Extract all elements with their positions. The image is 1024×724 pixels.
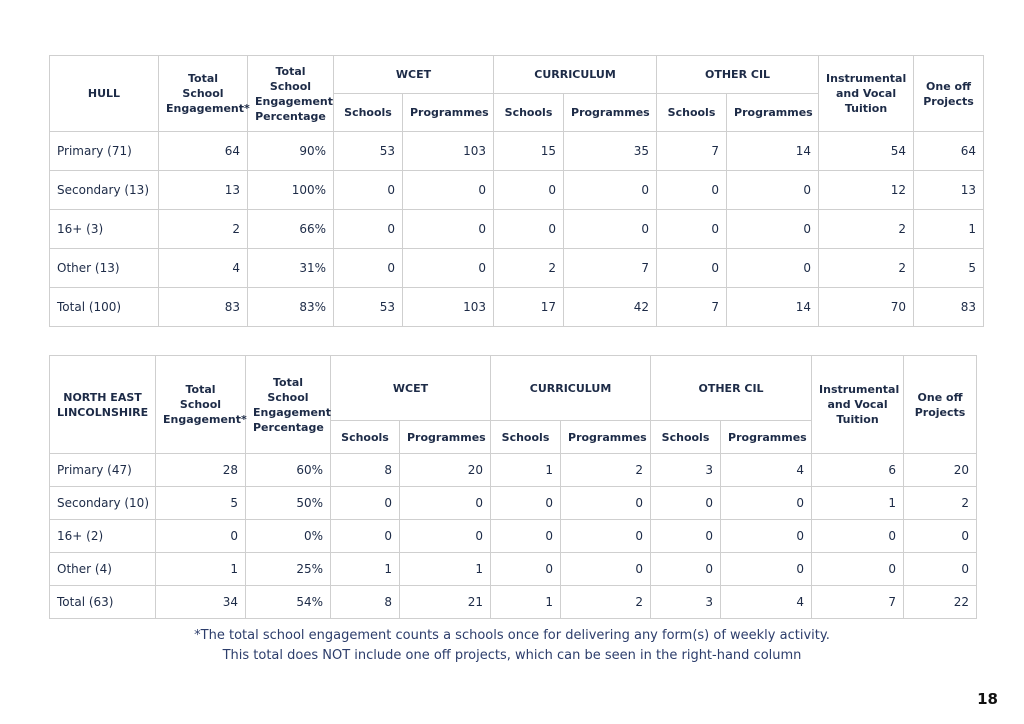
table-row <box>50 249 984 288</box>
table-cell: 7 <box>657 132 727 171</box>
table-cell: 14 <box>727 132 819 171</box>
table-cell: 4 <box>721 586 812 619</box>
footnote <box>0 626 1024 666</box>
table-row <box>50 171 984 210</box>
table-cell: 7 <box>812 586 904 619</box>
table-cell: 0 <box>403 210 494 249</box>
table-row <box>50 553 977 586</box>
table-row <box>50 288 984 327</box>
table-cell: 20 <box>904 454 977 487</box>
region-header: NORTH EAST LINCOLNSHIRE <box>50 356 156 454</box>
wcet-header: WCET <box>334 56 494 94</box>
row-label: 16+ (3) <box>50 210 159 249</box>
wcet-programmes-header: Programmes <box>403 94 494 132</box>
table-row <box>50 487 977 520</box>
row-label: Total (100) <box>50 288 159 327</box>
table-cell: 2 <box>904 487 977 520</box>
table-cell: 83% <box>248 288 334 327</box>
table-cell: 42 <box>564 288 657 327</box>
table-cell: 0 <box>334 210 403 249</box>
one-off-header: One off Projects <box>904 356 977 454</box>
table-cell: 2 <box>819 249 914 288</box>
table-cell: 13 <box>159 171 248 210</box>
table-cell: 70 <box>819 288 914 327</box>
table-cell: 0 <box>334 249 403 288</box>
instrumental-header: Instrumental and Vocal Tuition <box>812 356 904 454</box>
wcet-schools-header: Schools <box>331 421 400 454</box>
table-row <box>50 210 984 249</box>
table-cell: 0 <box>721 553 812 586</box>
table-cell: 0 <box>561 487 651 520</box>
table-cell: 0 <box>657 171 727 210</box>
table-cell: 0 <box>727 249 819 288</box>
table-cell: 0 <box>812 520 904 553</box>
row-label: 16+ (2) <box>50 520 156 553</box>
table-cell: 2 <box>159 210 248 249</box>
table-row <box>50 586 977 619</box>
footnote-line-1: *The total school engagement counts a schools once for delivering any form(s) of weekly activity. <box>194 628 830 643</box>
table-cell: 0 <box>331 520 400 553</box>
table-cell: 0 <box>721 520 812 553</box>
table-cell: 0 <box>494 171 564 210</box>
table-cell: 2 <box>494 249 564 288</box>
page-number: 18 <box>977 690 998 708</box>
table-cell: 0 <box>651 553 721 586</box>
table-cell: 64 <box>914 132 984 171</box>
table-cell: 50% <box>246 487 331 520</box>
table-cell: 66% <box>248 210 334 249</box>
table-cell: 0 <box>491 520 561 553</box>
table-cell: 0 <box>727 210 819 249</box>
table-cell: 6 <box>812 454 904 487</box>
table-cell: 1 <box>156 553 246 586</box>
row-label: Secondary (13) <box>50 171 159 210</box>
table-cell: 60% <box>246 454 331 487</box>
table-cell: 2 <box>561 454 651 487</box>
table-cell: 0 <box>561 520 651 553</box>
table-cell: 0 <box>812 553 904 586</box>
table-cell: 0 <box>564 171 657 210</box>
table-cell: 14 <box>727 288 819 327</box>
table-cell: 83 <box>159 288 248 327</box>
table-cell: 3 <box>651 454 721 487</box>
region-header: HULL <box>50 56 159 132</box>
wcet-header: WCET <box>331 356 491 421</box>
table-cell: 0 <box>657 249 727 288</box>
table-cell: 83 <box>914 288 984 327</box>
table-cell: 31% <box>248 249 334 288</box>
table-cell: 1 <box>491 454 561 487</box>
table-cell: 28 <box>156 454 246 487</box>
row-label: Primary (47) <box>50 454 156 487</box>
table-cell: 21 <box>400 586 491 619</box>
table-cell: 8 <box>331 586 400 619</box>
table-cell: 34 <box>156 586 246 619</box>
other-cil-header: OTHER CIL <box>651 356 812 421</box>
table-cell: 0 <box>494 210 564 249</box>
footnote-line-2: This total does NOT include one off projects, which can be seen in the right-hand column <box>222 648 802 663</box>
table-cell: 53 <box>334 132 403 171</box>
table-cell: 4 <box>721 454 812 487</box>
row-label: Total (63) <box>50 586 156 619</box>
table-cell: 7 <box>657 288 727 327</box>
table-cell: 7 <box>564 249 657 288</box>
table-cell: 0 <box>561 553 651 586</box>
other-cil-programmes-header: Programmes <box>721 421 812 454</box>
total-percentage-header: Total School Engagement Percentage <box>248 56 334 132</box>
table-cell: 0 <box>334 171 403 210</box>
table-cell: 20 <box>400 454 491 487</box>
table-cell: 17 <box>494 288 564 327</box>
one-off-header: One off Projects <box>914 56 984 132</box>
table-cell: 22 <box>904 586 977 619</box>
instrumental-header: Instrumental and Vocal Tuition <box>819 56 914 132</box>
wcet-schools-header: Schools <box>334 94 403 132</box>
row-label: Secondary (10) <box>50 487 156 520</box>
table-cell: 0 <box>904 520 977 553</box>
curriculum-header: CURRICULUM <box>494 56 657 94</box>
table-cell: 0 <box>400 487 491 520</box>
table-cell: 25% <box>246 553 331 586</box>
table-cell: 13 <box>914 171 984 210</box>
table-cell: 0 <box>651 487 721 520</box>
table-cell: 0 <box>491 487 561 520</box>
table-cell: 3 <box>651 586 721 619</box>
table-cell: 1 <box>914 210 984 249</box>
other-cil-header: OTHER CIL <box>657 56 819 94</box>
table-cell: 12 <box>819 171 914 210</box>
table-cell: 5 <box>156 487 246 520</box>
table-cell: 0 <box>331 487 400 520</box>
table-cell: 4 <box>159 249 248 288</box>
total-engagement-header: Total School Engagement* <box>156 356 246 454</box>
table-cell: 1 <box>331 553 400 586</box>
other-cil-schools-header: Schools <box>651 421 721 454</box>
north-east-lincolnshire-table <box>49 355 977 619</box>
table-row <box>50 454 977 487</box>
table-cell: 0% <box>246 520 331 553</box>
table-cell: 90% <box>248 132 334 171</box>
hull-table <box>49 55 984 327</box>
table-cell: 100% <box>248 171 334 210</box>
table-cell: 5 <box>914 249 984 288</box>
curriculum-schools-header: Schools <box>494 94 564 132</box>
table-cell: 103 <box>403 288 494 327</box>
curriculum-header: CURRICULUM <box>491 356 651 421</box>
table-cell: 2 <box>561 586 651 619</box>
other-cil-schools-header: Schools <box>657 94 727 132</box>
table-cell: 0 <box>491 553 561 586</box>
other-cil-programmes-header: Programmes <box>727 94 819 132</box>
table-cell: 64 <box>159 132 248 171</box>
table-cell: 1 <box>400 553 491 586</box>
table-cell: 0 <box>403 249 494 288</box>
table-row <box>50 520 977 553</box>
table-cell: 53 <box>334 288 403 327</box>
curriculum-programmes-header: Programmes <box>561 421 651 454</box>
table-cell: 2 <box>819 210 914 249</box>
table-cell: 0 <box>400 520 491 553</box>
table-cell: 0 <box>727 171 819 210</box>
table-cell: 54 <box>819 132 914 171</box>
row-label: Other (4) <box>50 553 156 586</box>
table-cell: 0 <box>403 171 494 210</box>
total-engagement-header: Total School Engagement* <box>159 56 248 132</box>
table-cell: 35 <box>564 132 657 171</box>
table-cell: 8 <box>331 454 400 487</box>
table-cell: 0 <box>721 487 812 520</box>
table-cell: 103 <box>403 132 494 171</box>
table-cell: 0 <box>564 210 657 249</box>
table-cell: 0 <box>904 553 977 586</box>
total-percentage-header: Total School Engagement Percentage <box>246 356 331 454</box>
table-cell: 0 <box>657 210 727 249</box>
curriculum-programmes-header: Programmes <box>564 94 657 132</box>
table-cell: 0 <box>651 520 721 553</box>
table-cell: 0 <box>156 520 246 553</box>
row-label: Other (13) <box>50 249 159 288</box>
table-cell: 54% <box>246 586 331 619</box>
curriculum-schools-header: Schools <box>491 421 561 454</box>
table-row <box>50 132 984 171</box>
row-label: Primary (71) <box>50 132 159 171</box>
wcet-programmes-header: Programmes <box>400 421 491 454</box>
table-cell: 15 <box>494 132 564 171</box>
table-cell: 1 <box>812 487 904 520</box>
table-cell: 1 <box>491 586 561 619</box>
